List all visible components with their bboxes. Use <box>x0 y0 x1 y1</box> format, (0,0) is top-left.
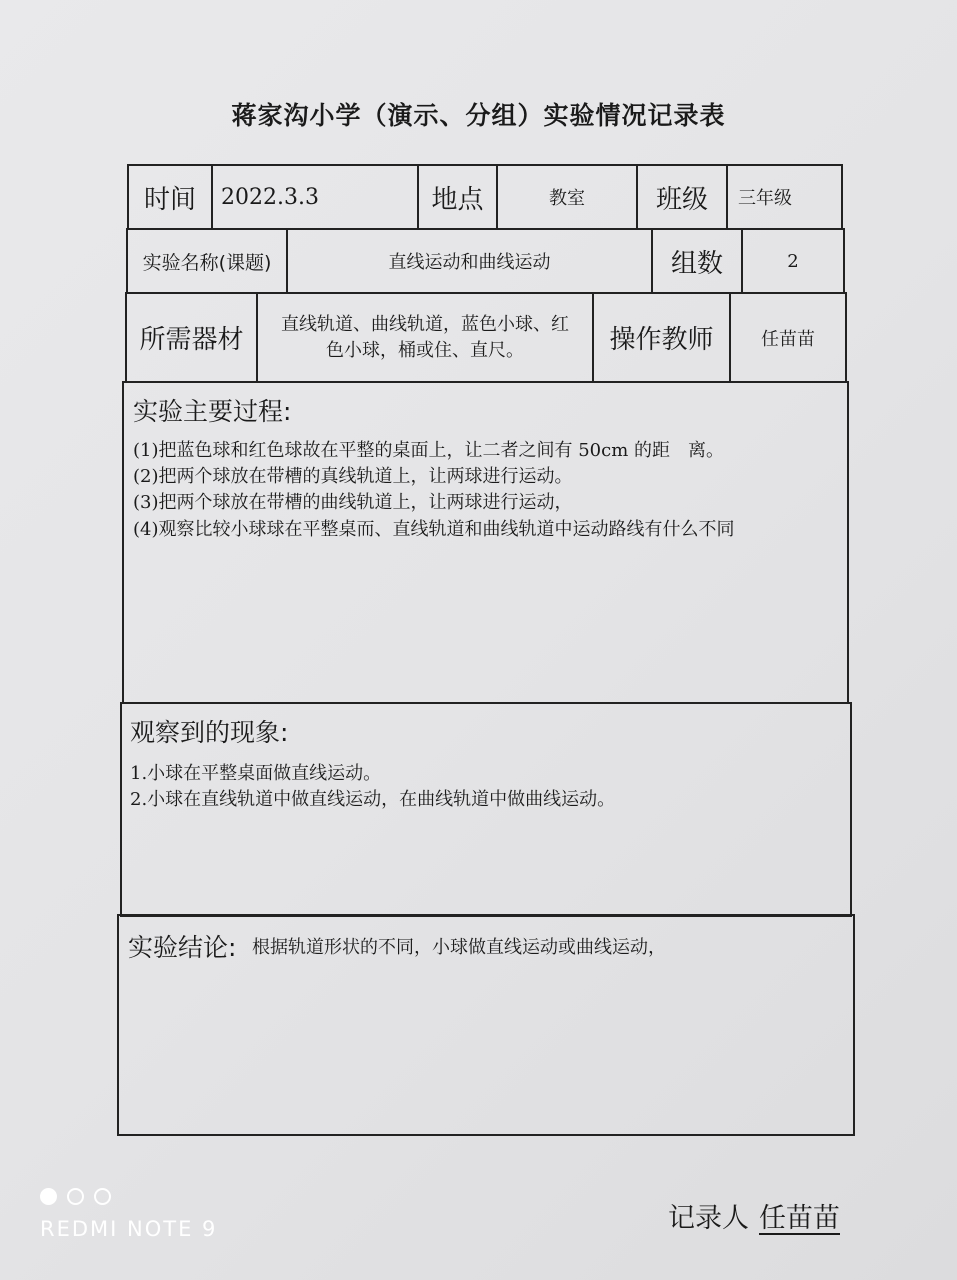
conclusion-text: 根据轨道形状的不同，小球做直线运动或曲线运动， <box>252 937 666 958</box>
process-step: (2)把两个球放在带槽的真线轨道上，让两球进行运动。 <box>133 466 573 487</box>
process-step: (3)把两个球放在带槽的曲线轨道上，让两球进行运动， <box>133 492 573 513</box>
class-value: 三年级 <box>738 188 792 209</box>
groups-value: 2 <box>787 250 799 272</box>
recorder-label: 记录人 <box>668 1203 749 1234</box>
recorder <box>668 1196 840 1235</box>
watermark-text: REDMI NOTE 9 <box>40 1217 218 1241</box>
process-title: 实验主要过程: <box>133 397 292 426</box>
observation-item: 1.小球在平整桌面做直线运动。 <box>130 763 382 784</box>
teacher-value: 任苗苗 <box>761 328 815 350</box>
info-row-1 <box>127 164 843 230</box>
camera-dots <box>40 1188 217 1205</box>
dot-icon <box>67 1188 84 1205</box>
teacher-label: 操作教师 <box>609 325 714 355</box>
conclusion-title: 实验结论: <box>128 933 237 962</box>
time-value: 2022.3.3 <box>221 184 319 210</box>
dot-icon <box>94 1188 111 1205</box>
experiment-name-value: 直线运动和曲线运动 <box>388 252 551 273</box>
experiment-name-label: 实验名称(课题) <box>142 251 272 274</box>
place-value: 教室 <box>549 188 585 209</box>
class-label: 班级 <box>655 184 708 215</box>
form-title: 蒋家沟小学（演示、分组）实验情况记录表 <box>231 101 726 130</box>
process-section <box>122 381 849 704</box>
info-row-2 <box>126 228 845 294</box>
recorder-name: 任苗苗 <box>759 1203 840 1234</box>
observation-title: 观察到的现象: <box>130 718 289 747</box>
process-step: (4)观察比较小球球在平整桌而、直线轨道和曲线轨道中运动路线有什么不同 <box>133 519 735 540</box>
equipment-line: 色小球，桶或住、直尺。 <box>326 339 524 361</box>
observation-item: 2.小球在直线轨道中做直线运动，在曲线轨道中做曲线运动。 <box>130 789 616 810</box>
info-row-3 <box>125 292 847 383</box>
time-label: 时间 <box>143 184 196 215</box>
process-step: (1)把蓝色球和红色球故在平整的桌面上，让二者之间有 50cm 的距 离。 <box>133 440 724 461</box>
place-label: 地点 <box>431 184 484 215</box>
equipment-label: 所需器材 <box>139 325 244 355</box>
camera-watermark <box>40 1188 217 1241</box>
dot-icon <box>40 1188 57 1205</box>
equipment-line: 直线轨道、曲线轨道，蓝色小球、红 <box>281 313 569 335</box>
groups-label: 组数 <box>670 248 723 279</box>
equipment-value <box>258 294 592 381</box>
